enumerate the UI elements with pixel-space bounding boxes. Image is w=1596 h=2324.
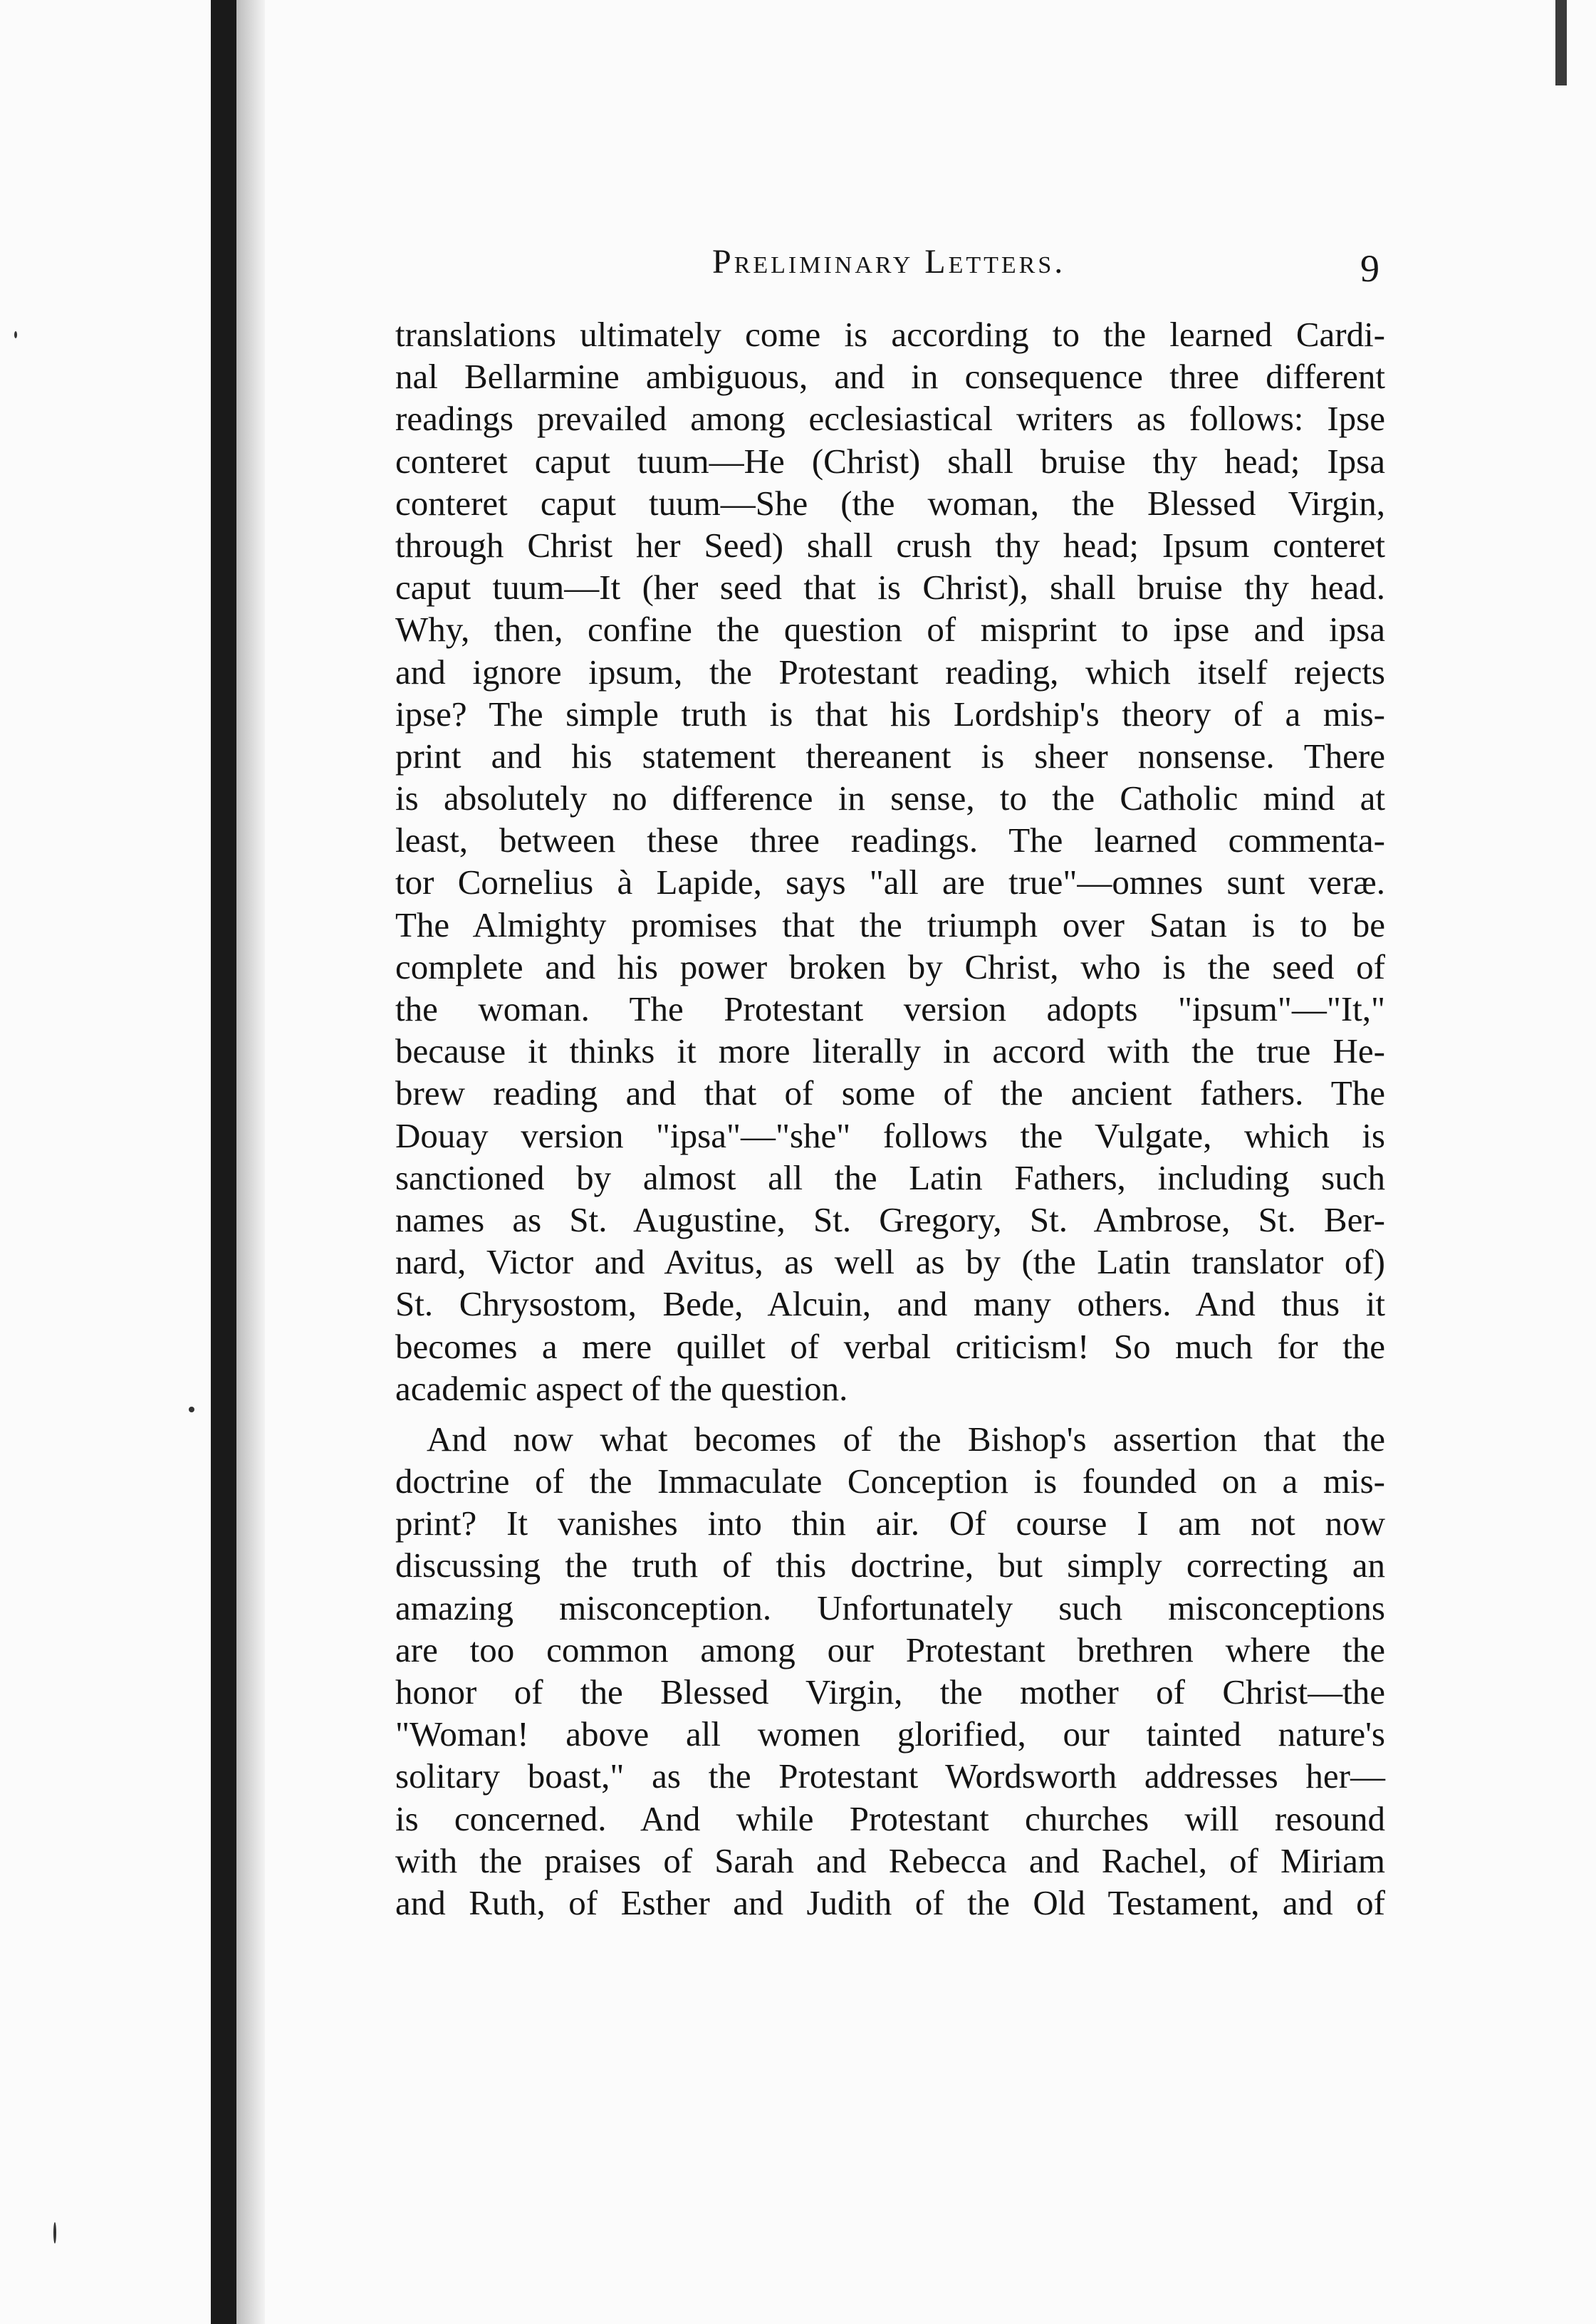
- paragraph-gap: [395, 1409, 1385, 1418]
- text-line: And now what becomes of the Bishop's assertion that the: [427, 1419, 1385, 1459]
- text-line: ipse? The simple truth is that his Lordship's theory of a mis-: [395, 694, 1385, 734]
- paragraph: [395, 1418, 1385, 1924]
- text-line: nal Bellarmine ambiguous, and in consequence three different: [395, 357, 1385, 397]
- running-title: Preliminary Letters.: [712, 243, 1066, 281]
- text-line: brew reading and that of some of the ancient fathers. The: [395, 1073, 1385, 1113]
- text-line: and Ruth, of Esther and Judith of the Old Testament, and of: [395, 1882, 1385, 1922]
- text-line: the woman. The Protestant version adopts "ipsum"—"It,": [395, 989, 1385, 1028]
- text-line: conteret caput tuum—He (Christ) shall bruise thy head; Ipsa: [395, 441, 1385, 481]
- binding-edge: [211, 0, 236, 2324]
- paragraph: [395, 313, 1385, 1409]
- text-line: solitary boast," as the Protestant Wordsworth addresses her—: [395, 1756, 1385, 1796]
- text-line: academic aspect of the question.: [395, 1368, 848, 1408]
- text-line: complete and his power broken by Christ, who is the seed of: [395, 947, 1385, 986]
- text-line: Why, then, confine the question of misprint to ipse and ipsa: [395, 610, 1385, 650]
- scan-speck: [53, 2222, 56, 2244]
- text-line: are too common among our Protestant brethren where the: [395, 1630, 1385, 1669]
- text-line: is absolutely no difference in sense, to the Catholic mind at: [395, 778, 1385, 818]
- text-line: translations ultimately come is according to the learned Cardi-: [395, 315, 1385, 354]
- text-line: print and his statement thereanent is sheer nonsense. There: [395, 736, 1385, 776]
- text-line: amazing misconception. Unfortunately such misconceptions: [395, 1588, 1385, 1627]
- scan-edge-mark: [1555, 0, 1567, 85]
- text-line: becomes a mere quillet of verbal criticism! So much for the: [395, 1326, 1385, 1366]
- text-line: names as St. Augustine, St. Gregory, St. Ambrose, St. Ber-: [395, 1199, 1385, 1239]
- page-number: 9: [1360, 247, 1379, 290]
- body-text: [395, 313, 1385, 1924]
- text-line: nard, Victor and Avitus, as well as by (the Latin translator of): [395, 1242, 1385, 1282]
- text-line: is concerned. And while Protestant churches will resound: [395, 1798, 1385, 1838]
- text-line: least, between these three readings. The learned commenta-: [395, 820, 1385, 860]
- text-line: conteret caput tuum—She (the woman, the Blessed Virgin,: [395, 483, 1385, 523]
- text-line: St. Chrysostom, Bede, Alcuin, and many others. And thus it: [395, 1284, 1385, 1324]
- page-header: [712, 242, 1424, 299]
- scan-speck: [14, 331, 17, 338]
- text-line: Douay version "ipsa"—"she" follows the Vulgate, which is: [395, 1115, 1385, 1155]
- binding-shadow: [236, 0, 265, 2324]
- text-line: The Almighty promises that the triumph over Satan is to be: [395, 905, 1385, 944]
- text-line: tor Cornelius à Lapide, says "all are true"—omnes sunt veræ.: [395, 863, 1385, 902]
- text-line: sanctioned by almost all the Latin Fathers, including such: [395, 1157, 1385, 1197]
- scan-speck: [189, 1407, 194, 1412]
- text-line: because it thinks it more literally in accord with the true He-: [395, 1031, 1385, 1071]
- text-line: readings prevailed among ecclesiastical writers as follows: Ipse: [395, 399, 1385, 439]
- text-line: through Christ her Seed) shall crush thy head; Ipsum conteret: [395, 525, 1385, 565]
- text-line: "Woman! above all women glorified, our tainted nature's: [395, 1714, 1385, 1754]
- text-line: and ignore ipsum, the Protestant reading, which itself rejects: [395, 652, 1385, 692]
- text-line: discussing the truth of this doctrine, but simply correcting an: [395, 1546, 1385, 1585]
- text-line: with the praises of Sarah and Rebecca and Rachel, of Miriam: [395, 1840, 1385, 1880]
- text-line: print? It vanishes into thin air. Of course I am not now: [395, 1504, 1385, 1543]
- text-line: doctrine of the Immaculate Conception is founded on a mis-: [395, 1461, 1385, 1501]
- text-line: honor of the Blessed Virgin, the mother of Christ—the: [395, 1672, 1385, 1711]
- text-line: caput tuum—It (her seed that is Christ), shall bruise thy head.: [395, 568, 1385, 608]
